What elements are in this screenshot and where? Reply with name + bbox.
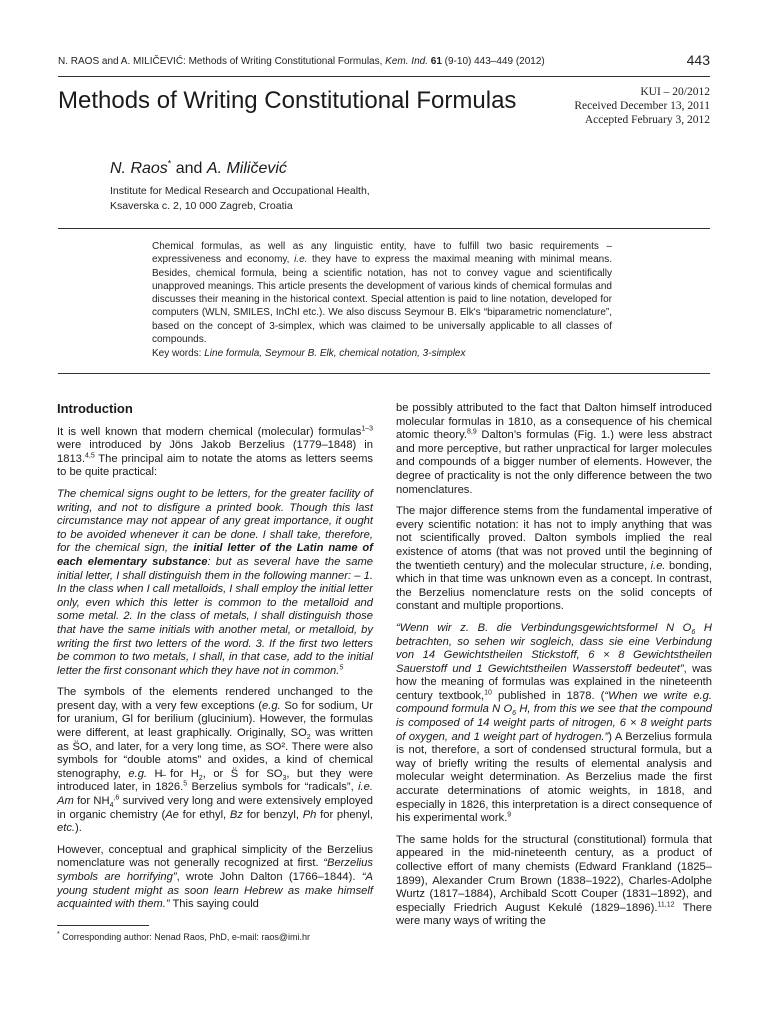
accepted-date: Accepted February 3, 2012 [584,114,710,126]
paragraph: However, conceptual and graphical simplicity of the Berzelius nomenclature was not generally recognized at first. “Berzelius symbols are horrifying”, wrote John Dalton (1766–1844). “A young student might as soon learn Hebrew as make himself acquainted with them.” This saying could [57,843,373,911]
affiliation-line-1: Institute for Medical Research and Occupational Health, [110,185,370,197]
abstract-text-1: Chemical formulas, as well as any linguistic entity, have to fulfill two basic requirements – expressiveness and economy, [152,241,612,266]
abstract [152,240,612,346]
footnote-mark: * [57,931,60,938]
affiliation-line-2: Ksaverska c. 2, 10 000 Zagreb, Croatia [110,200,293,212]
paragraph: The major difference stems from the fundamental imperative of every scientific notation: it has not to imply anything that was not scientifically proved. Dalton symbols implied the real existence of atoms (that was not proved until the beginning of the twentieth century) and the molecular structure, i.e. bonding, which in that time was unknown even as a concept. In contrast, the Berzelius nomenclature rests on the solid concepts of constant and multiple proportions. [396,505,712,613]
authors-and: and [171,160,207,177]
journal-volume: 61 [430,56,442,67]
affiliation [110,184,370,214]
abstract-bottom-rule [58,373,710,374]
paragraph: “Wenn wir z. B. die Verbindungsgewichtsformel N $O_6$ H betrachten, so sehen wir sogleich, dass sie eine Verbindung von 14 Gewichtstheilen Stickstoff, 6 × 8 Gewichtstheilen Sauerstoff und 1 Gewichtstheilen Wasserstoff bedeutet”, was how the meaning of formulas was explained in the nineteenth century textbook,$^{10}$ published in 1878. (“When we write e.g. compound formula N $O_6$ H, from this we see that the compound is composed of 14 weight parts of nitrogen, 6 × 8 weight parts of oxygen, and 1 weight part of hydrogen.”) A Berzelius formula is not, therefore, a sort of condensed structural formula, but a way of briefly writing the results of elemental analysis and molecular weight determination. As Berzelius made the first accurate determinations of atomic weights, in 1818, and especially in 1826, this interpretation is a direct consequence of his experimental work.$^9$ [396,621,713,825]
article-metadata [574,85,710,127]
corresponding-mark: * [167,158,172,169]
abstract-text-2: they have to express the maximal meaning with minimal means. Besides, chemical formula, being a scientific notation, has not to convey vague and scientifically unapproved meanings. This article presents the development of various kinds of chemical formulas and discusses their meaning in the historical context. Special attention is paid to line notation, developed for computers (WLN, SMILES, InChI etc.). We also discuss Seymour B. Elk's “biparametric nomenclature”, based on the concept of 3-simplex, which was claimed to be universally applicable to all classes of compounds. [152,254,612,346]
author-2: A. Miličević [206,160,287,177]
abstract-top-rule [58,228,710,229]
footnote-text: Corresponding author: Nenad Raos, PhD, e-mail: raos@imi.hr [59,932,310,942]
block-quote: The chemical signs ought to be letters, for the greater facility of writing, and not to disfigure a printed book. Though this last circumstance may not appear of any great importance, it ought to be avoided whenever it can be done. I shall take, therefore, for the chemical sign, the initial letter of the Latin name of each elementary substance: but as several have the same initial letter, I shall distinguish them in the following manner: – 1. In the class when I call metalloids, I shall employ the initial letter only, even which this letter is common to the metalloid and some metal. 2. In the class of metals, I shall distinguish those that have the same initials with another metal, or metalloid, by writing the first two letters of the word. 3. If the first two letters be common to two metals, I shall, in that case, add to the initial letter the first consonant which they have not in common.$^5$ [57,487,373,677]
authors [110,160,287,178]
footnote-rule [57,925,149,926]
left-column [57,400,373,920]
keywords-label: Key words: [152,348,205,359]
paragraph: The symbols of the elements rendered unchanged to the present day, with a very few exceptions (e.g. So for sodium, Ur for uranium, Gl for berilium (glucinium). However, the formulas were different, at least graphically. Originally, $SO_2$ was written as S̈O, and later, for a very long time, as SO². There were also symbols for “double atoms” and oxides, a kind of chemical stenography, e.g. H̶ for $H_2$, or S̈ for $SO_3$, but they were introduced later, in 1826.$^5$ Berzelius symbols for “radicals”, i.e. Am for $NH_4^{,6}$ survived very long and were extensively employed in organic chemistry (Ae for ethyl, Bz for benzyl, Ph for phenyl, etc.). [57,686,374,835]
paragraph: be possibly attributed to the fact that Dalton himself introduced molecular formulas in 1810, as a consequence of his chemical atomic theory.$^{8,9}$ Dalton’s formulas (Fig. 1.) were less abstract and more perceptive, but rather unpractical for larger molecules and compounds of a bigger number of elements. However, the degree of practicality is not the only difference between the two nomenclatures. [396,402,712,496]
keywords-list: Line formula, Seymour B. Elk, chemical notation, 3-simplex [204,348,466,359]
journal-name: Kem. Ind. [385,56,428,67]
author-1: N. Raos [110,160,168,177]
abstract-ie: i.e. [294,254,308,266]
paragraph: The same holds for the structural (constitutional) formula that appeared in the mid-nineteenth century, as a product of collective effort of many chemists (Edward Frankland (1825–1899), Alexander Crum Brown (1838–1922), Charles-Adolphe Wurtz (1817–1884), Archibald Scott Couper (1831–1892), and especially Friedrich August Kekulé (1829–1896).$^{11,12}$ There were many ways of writing the [396,833,712,928]
section-heading-introduction: Introduction [57,401,133,416]
kui-code: KUI – 20/2012 [640,86,710,98]
header-rule [58,76,710,77]
article-title: Methods of Writing Constitutional Formulas [58,87,517,114]
page-number: 443 [686,52,710,68]
running-head-authors-title: N. RAOS and A. MILIČEVIĆ: Methods of Writing Constitutional Formulas, [58,56,386,67]
keywords [152,348,622,359]
footnote [57,932,310,942]
journal-issue-pages: (9-10) 443–449 (2012) [441,56,545,67]
paragraph: It is well known that modern chemical (molecular) formulas$^{1-3}$ were introduced by Jöns Jakob Berzelius (1779–1848) in 1813.$^{4,5}$ The principal aim to notate the atoms as letters seems to be quite practical: [57,424,373,479]
received-date: Received December 13, 2011 [574,100,710,112]
right-column [396,402,712,937]
running-head [58,56,618,67]
